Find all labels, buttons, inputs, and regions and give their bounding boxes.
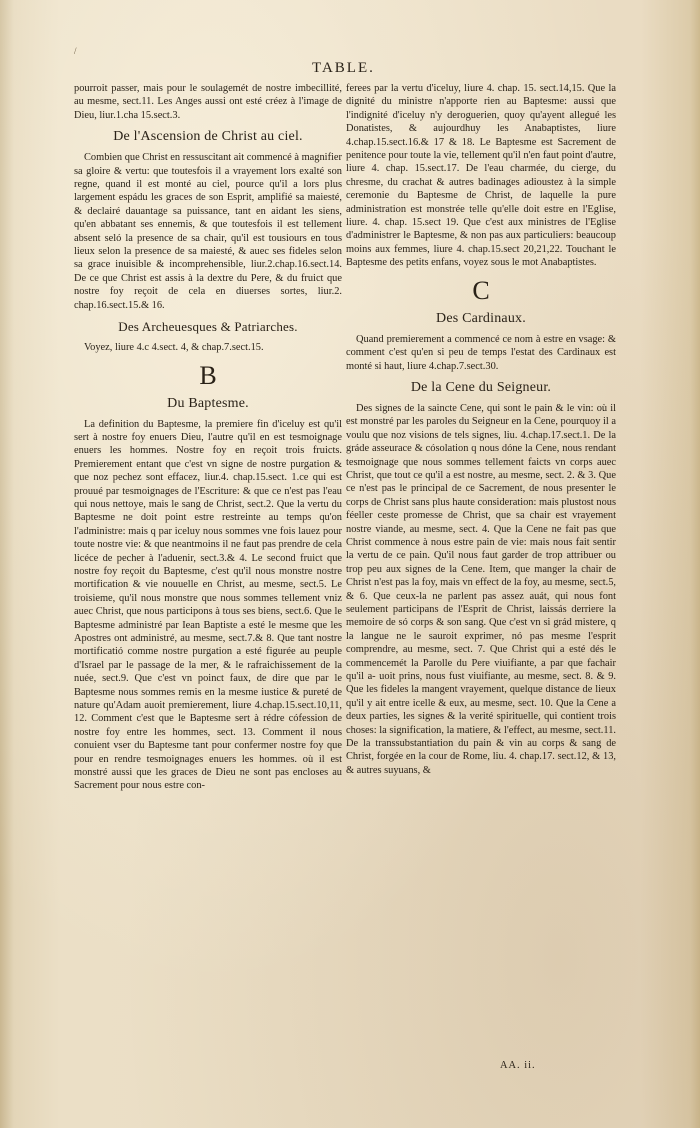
paragraph: Voyez, liure 4.c 4.sect. 4, & chap.7.sect.15. [84,342,264,354]
paragraph: pourroit passer, mais pour le soulagemét de nostre imbecillité, au mesme, sect.11. Les Anges aussi ont esté créez à l'image de Dieu, liur.1.cha 15.sect.3. [74,83,342,121]
paragraph: Des signes de la saincte Cene, qui sont le pain & le vin: où il est monstré par les paroles du Seigneur en la Cene, pourquoy il a voulu que noz visions de tels signes, liu. 4.chap.17.sect.1. De la gráde asseurace & cósolation q nous dóne la Cene, nous rendant tesmoignage que nous sommes tellement faicts vn corps auec Christ, que tout ce qu'il a est nostre, au mesme, sect. 2. & 3. Que ce n'est pas le principal de ce Sacrement, de nous presenter le corps de Christ sans plus haute consideration: mais plustost nous féeller ceste promesse de Christ, que sa chair est vrayement nostre viande, au mesme, sect. 4. Que la Cene ne fait pas que Christ commence à nous estre pain de vie: mais nous fait sentir la vertu de ce pain. Qu'il nous faut garder de trop attribuer ou trop peu aux signes de la Cene. Item, que manger la chair de Christ n'est pas la foy, mais vn effect de la foy, au mesme, sect.5, & 6. Que ceux-la ne parlent pas assez auát, qui nous font seulement participans de l'Esprit de Christ, laissás derriere la memoire de só corps & son sang. Que c'est vn si grád mistere, q la langue ne le sauroit exprimer, nó pas mesme l'esprit comprendre, au mesme, sect. 7. Que Christ qui a esté dés le commencemét la Parolle du Pere viuifiante, a par que fachair qu'il a- uoit prins, nous fust viuifiante, au mesme, sect. 8. & 9. Que les fideles la mangent vrayement, quelque distance de lieux qu'il y ait entre icelle & eux, au mesme, sect. 10. Que la Cene a deux parties, les signes & la verité spirituelle, qui contient trois choses: la signification, la matiere, & l'effect, au mesme, sect.11. De la transsubstantiation du pain & vin au corps & sang de Christ, forgée en la cour de Rome, liu. 4. chap.17. sect.12, & 13, & autres suyuans, & [346,402,616,776]
left-column [74,82,342,793]
section-heading: Des Archeuesques & Patriarches. [118,319,298,335]
right-column [346,82,616,777]
paragraph: La definition du Baptesme, la premiere fin d'iceluy est qu'il sert à nostre foy enuers Dieu, l'autre qu'il en est tesmoignage enuers les hommes. Nostre foy en reçoit trois fruicts. Premierement entant que c'est vn signe de nostre purgation & que noz pechez sont effacez, liur.4. chap.15.sect. 1.ce qui est prouué par tesmoignages de l'Escriture: & que ce n'est pas l'eau qui nous nettoye, mais le sang de Christ, sect.2. Que la vertu du Baptesme ne doit point estre restreinte au temps qu'on l'administre: mais q par iceluy nous sommes vne fois lauez pour toute nostre vie: & que neantmoins il ne faut pas prendre de cela licéce de pecher à l'aduenir, sect.3.& 4. Le second fruict que nostre foy reçoit du Baptesme, c'est qu'il nous monstre nostre mortification & vie nouuelle en Christ, au mesme, sect.5. Le troisieme, qu'il nous monstre que nous sommes tellement vniz auec Christ, que nous participons à tous ses biens, sect.6. Que le Baptesme administré par Iean Baptiste a esté le mesme que les Apostres ont administré, au mesme, sect.7.& 8. Que tant nostre mortificatió comme nostre purgation a esté figurée au peuple d'Israel par le passage de la mer, & le rafraichissement de la nuée, sect.9. Que c'est vn poinct faux, de dire que par le Baptesme nous sommes remis en la mesme iustice & pureté de nature qu'Adam auoit premierement, liure 4.chap.15.sect.10,11, 12. Comment c'est que le Baptesme sert à rédre cófession de nostre foy entre les hommes, sect. 13. Comment il nous conuient vser du Baptesme tant pour confermer nostre foy que pour en rendre tesmoignages enuers les hommes. où il est monstré aussi que les graces de Dieu ne sont pas encloses au Sacrement pour nous estre con- [74,418,342,792]
paragraph: Combien que Christ en ressuscitant ait commencé à magnifier sa gloire & vertu: que toutesfois il a vrayement lors exalté son regne, quand il est monté au ciel, pource qu'il a lors plus largement espádu les graces de son Esprit, amplifié sa maiesté, & declairé dauantage sa puissance, tant en aidant les siens, qu'en abbatant ses ennemis, & que toutesfois il est tellement absent seló la presence de sa chair, qu'il est tousiours en tous lieux selon la presence de sa maiesté, & auec ses fideles selon sa grace inuisible & incomprehensible, liur.2.chap.16.sect.14. De ce que Christ est assis à la dextre du Pere, & du fruict que nostre foy reçoit de cela en diuerses sortes, liur.2. chap.16.sect.15.& 16. [74,152,342,311]
section-heading: Des Cardinaux. [436,310,526,326]
paragraph: ferees par la vertu d'iceluy, liure 4. chap. 15. sect.14,15. Que la dignité du ministre n'apporte rien au Baptesme: aussi que l'indignité d'iceluy n'y deroguerien, quoy qu'ayent allegué les Donatistes, & aujourdhuy les Anabaptistes, liure 4.chap.15.sect.16.& 17 & 18. Le Baptesme est Sacrement de penitence pour toute la vie, tellement qu'il n'en faut point d'autre, liure 4. chap. 15.sect.17. De l'eau charmée, du cierge, du chresme, du crachat & autres badinages adioustez à la simple ceremonie du Baptesme de Christ, de laquelle la pure administration est monstrée telle qu'elle doit estre en l'Eglise, liure. 4. chap. 15.sect 19. Que c'est aux ministres de l'Eglise d'administrer le Baptesme, & non pas aux particuliers: beaucoup moins aux femmes, liure 4. chap.15.sect 20,21,22. Touchant le Baptesme des petits enfans, voyez sous le mot Anabaptistes. [346,83,616,269]
paragraph: Quand premierement a commencé ce nom à estre en vsage: & comment c'est qu'en si peu de temps l'estat des Cardinaux est monté si haut, liure 4.chap.7.sect.30. [346,333,616,372]
catchword: AA. ii. [500,1060,536,1071]
page-title: TABLE. [312,60,375,76]
section-heading: De la Cene du Seigneur. [410,379,552,395]
section-heading: Du Baptesme. [167,395,249,411]
margin-mark: / [74,46,77,56]
letter-heading: B [199,360,217,390]
section-heading: De l'Ascension de Christ au ciel. [113,129,303,145]
letter-heading: C [472,275,490,305]
